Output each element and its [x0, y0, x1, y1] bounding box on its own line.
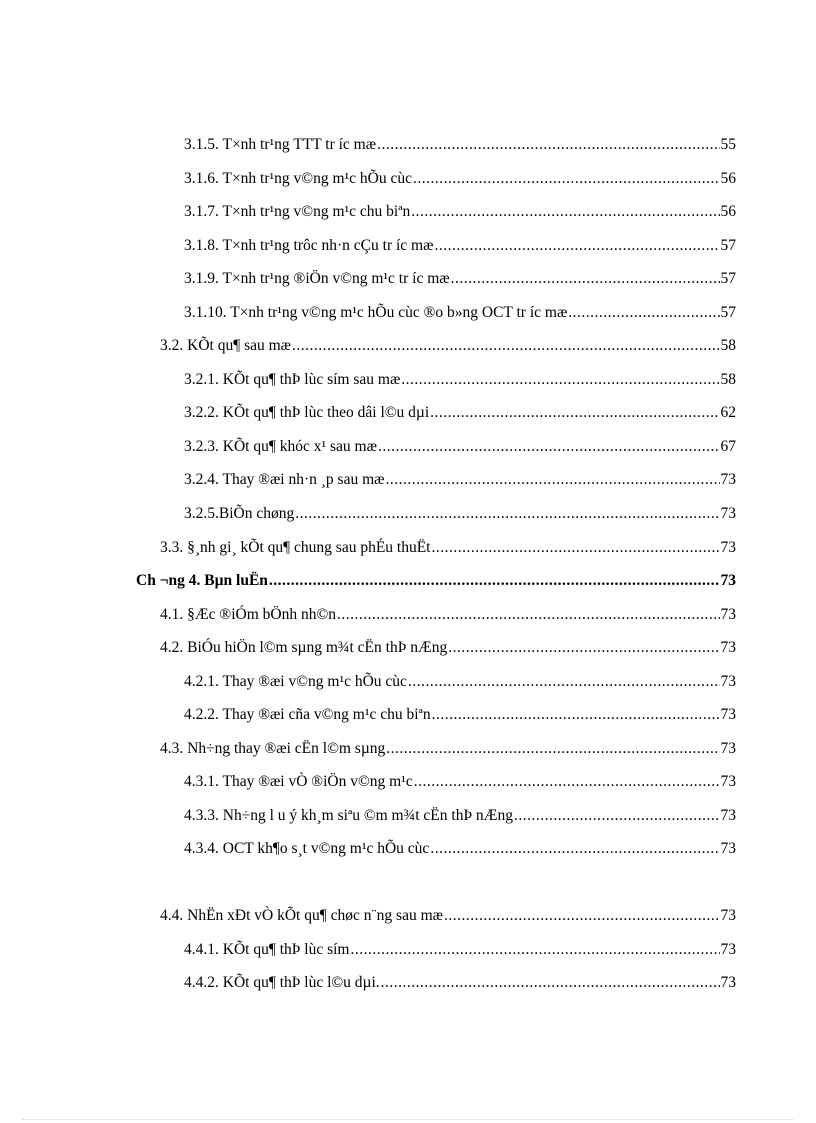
dot-leader	[295, 504, 719, 524]
dot-leader	[568, 303, 719, 323]
toc-entry-title: 3.1.7. T×nh tr¹ng v©ng m¹c chu biªn	[184, 203, 411, 220]
toc-entry[interactable]	[160, 735, 736, 759]
dot-leader	[381, 973, 720, 993]
toc-entry-title: 4.3.3. Nh÷ng l u ý kh¸m siªu ©m m¾t cËn thÞ nÆng	[184, 807, 513, 824]
toc-entry-title: 3.2.3. KÕt qu¶ khóc x¹ sau mæ	[184, 438, 377, 455]
toc-entry-title: 4.4.1. KÕt qu¶ thÞ lùc sím	[184, 941, 350, 958]
toc-entry-page: 67	[720, 438, 736, 455]
toc-entry-title: 3.1.5. T×nh tr¹ng TTT tr íc mæ	[184, 136, 377, 153]
dot-leader	[430, 839, 719, 859]
toc-entry[interactable]	[184, 399, 736, 423]
toc-entry-page: 73	[720, 673, 736, 690]
dot-leader	[350, 940, 719, 960]
toc-entry[interactable]	[184, 936, 736, 960]
toc-entry[interactable]	[184, 165, 736, 189]
toc-entry-page: 73	[720, 639, 736, 656]
toc-entry[interactable]	[184, 466, 736, 490]
toc-entry[interactable]	[184, 701, 736, 725]
toc-entry[interactable]	[184, 668, 736, 692]
dot-leader	[292, 336, 719, 356]
toc-entry-title: 3.3. §¸nh gi¸ kÕt qu¶ chung sau phÉu thuËt	[160, 539, 431, 556]
toc-entry-title: 4.4. NhËn xÐt vÒ kÕt qu¶ chøc n¨ng sau mæ	[160, 907, 443, 924]
dot-leader	[337, 605, 720, 625]
dot-leader	[411, 202, 719, 222]
dot-leader	[269, 571, 720, 591]
toc-entry-title: 4.2.1. Thay ®æi v©ng m¹c hÕu cùc	[184, 673, 407, 690]
toc-entry-page: 56	[720, 203, 736, 220]
toc-entry-page: 73	[720, 840, 736, 857]
toc-entry-title: 3.2.1. KÕt qu¶ thÞ lùc sím sau mæ	[184, 371, 401, 388]
toc-entry-page: 73	[720, 539, 736, 556]
toc-entry-page: 73	[720, 974, 736, 991]
toc-entry-title: 3.2.4. Thay ®æi nh·n ¸p sau mæ	[184, 471, 385, 488]
dot-leader	[401, 370, 719, 390]
toc-entry-page: 57	[720, 304, 736, 321]
toc-entry-title: 3.1.10. T×nh tr¹ng v©ng m¹c hÕu cùc ®o b»ng OCT tr íc mæ	[184, 304, 568, 321]
toc-entry-page: 58	[720, 337, 736, 354]
toc-entry-page: 57	[720, 270, 736, 287]
toc-entry[interactable]	[184, 802, 736, 826]
toc-chapter-entry[interactable]	[136, 567, 736, 591]
toc-entry[interactable]	[160, 534, 736, 558]
page-bottom-divider	[22, 1119, 794, 1120]
toc-entry-page: 73	[720, 773, 736, 790]
toc-entry-title: 3.2.2. KÕt qu¶ thÞ lùc theo dâi l©u dµi	[184, 404, 430, 421]
dot-leader	[377, 135, 719, 155]
toc-entry-page: 55	[720, 136, 736, 153]
toc-entry-title: 4.3.1. Thay ®æi vÒ ®iÖn v©ng m¹c	[184, 773, 413, 790]
dot-leader	[514, 806, 720, 826]
toc-entry[interactable]	[160, 634, 736, 658]
toc-entry[interactable]	[184, 835, 736, 859]
toc-entry-page: 73	[720, 606, 736, 623]
toc-entry-page: 73	[720, 807, 736, 824]
dot-leader	[444, 906, 720, 926]
dot-leader	[448, 638, 719, 658]
toc-entry-page: 58	[720, 371, 736, 388]
toc-entry[interactable]	[184, 433, 736, 457]
toc-entry-title: 3.1.8. T×nh tr¹ng trôc nh·n cÇu tr íc mæ	[184, 237, 434, 254]
dot-leader	[432, 538, 720, 558]
toc-entry-title: 3.1.6. T×nh tr¹ng v©ng m¹c hÕu cùc	[184, 170, 412, 187]
toc-entry-title: Ch ¬ng 4. Bµn luËn	[136, 572, 268, 589]
toc-entry-page: 73	[720, 572, 736, 589]
toc-entry-title: 4.2. BiÓu hiÖn l©m sµng m¾t cËn thÞ nÆng	[160, 639, 448, 656]
toc-entry[interactable]	[184, 366, 736, 390]
toc-entry-page: 62	[720, 404, 736, 421]
dot-leader	[434, 236, 719, 256]
toc-entry[interactable]	[184, 299, 736, 323]
dot-leader	[386, 739, 719, 759]
dot-leader	[378, 437, 720, 457]
dot-leader	[430, 403, 719, 423]
toc-entry-page: 73	[720, 941, 736, 958]
toc-entry-page: 73	[720, 505, 736, 522]
toc-entry[interactable]	[184, 131, 736, 155]
toc-entry[interactable]	[160, 601, 736, 625]
toc-entry-page: 57	[720, 237, 736, 254]
toc-entry-page: 56	[720, 170, 736, 187]
toc-entry-page: 73	[720, 471, 736, 488]
toc-entry-title: 4.1. §Æc ®iÓm bÖnh nh©n	[160, 606, 336, 623]
toc-entry[interactable]	[184, 198, 736, 222]
toc-entry-title: 3.2.5.BiÕn chøng	[184, 505, 295, 522]
toc-entry[interactable]	[184, 265, 736, 289]
toc-entry[interactable]	[184, 232, 736, 256]
toc-entry[interactable]	[184, 969, 736, 993]
dot-leader	[414, 772, 720, 792]
toc-entry-title: 3.2. KÕt qu¶ sau mæ	[160, 337, 292, 354]
toc-entry[interactable]	[184, 768, 736, 792]
toc-entry[interactable]	[160, 902, 736, 926]
dot-leader	[432, 705, 720, 725]
dot-leader	[451, 269, 720, 289]
dot-leader	[408, 672, 720, 692]
toc-entry-title: 4.3. Nh÷ng thay ®æi cËn l©m sµng	[160, 740, 386, 757]
toc-entry-title: 4.2.2. Thay ®æi cña v©ng m¹c chu biªn	[184, 706, 431, 723]
toc-entry-page: 73	[720, 740, 736, 757]
toc-entry-title: 4.3.4. OCT kh¶o s¸t v©ng m¹c hÕu cùc	[184, 840, 430, 857]
toc-entry-page: 73	[720, 907, 736, 924]
toc-entry[interactable]	[184, 500, 736, 524]
dot-leader	[386, 470, 720, 490]
toc-entry[interactable]	[160, 332, 736, 356]
dot-leader	[413, 169, 720, 189]
toc-entry-title: 4.4.2. KÕt qu¶ thÞ lùc l©u dµi.	[184, 974, 380, 991]
toc-entry-page: 73	[720, 706, 736, 723]
toc-entry-title: 3.1.9. T×nh tr¹ng ®iÖn v©ng m¹c tr íc mæ	[184, 270, 450, 287]
